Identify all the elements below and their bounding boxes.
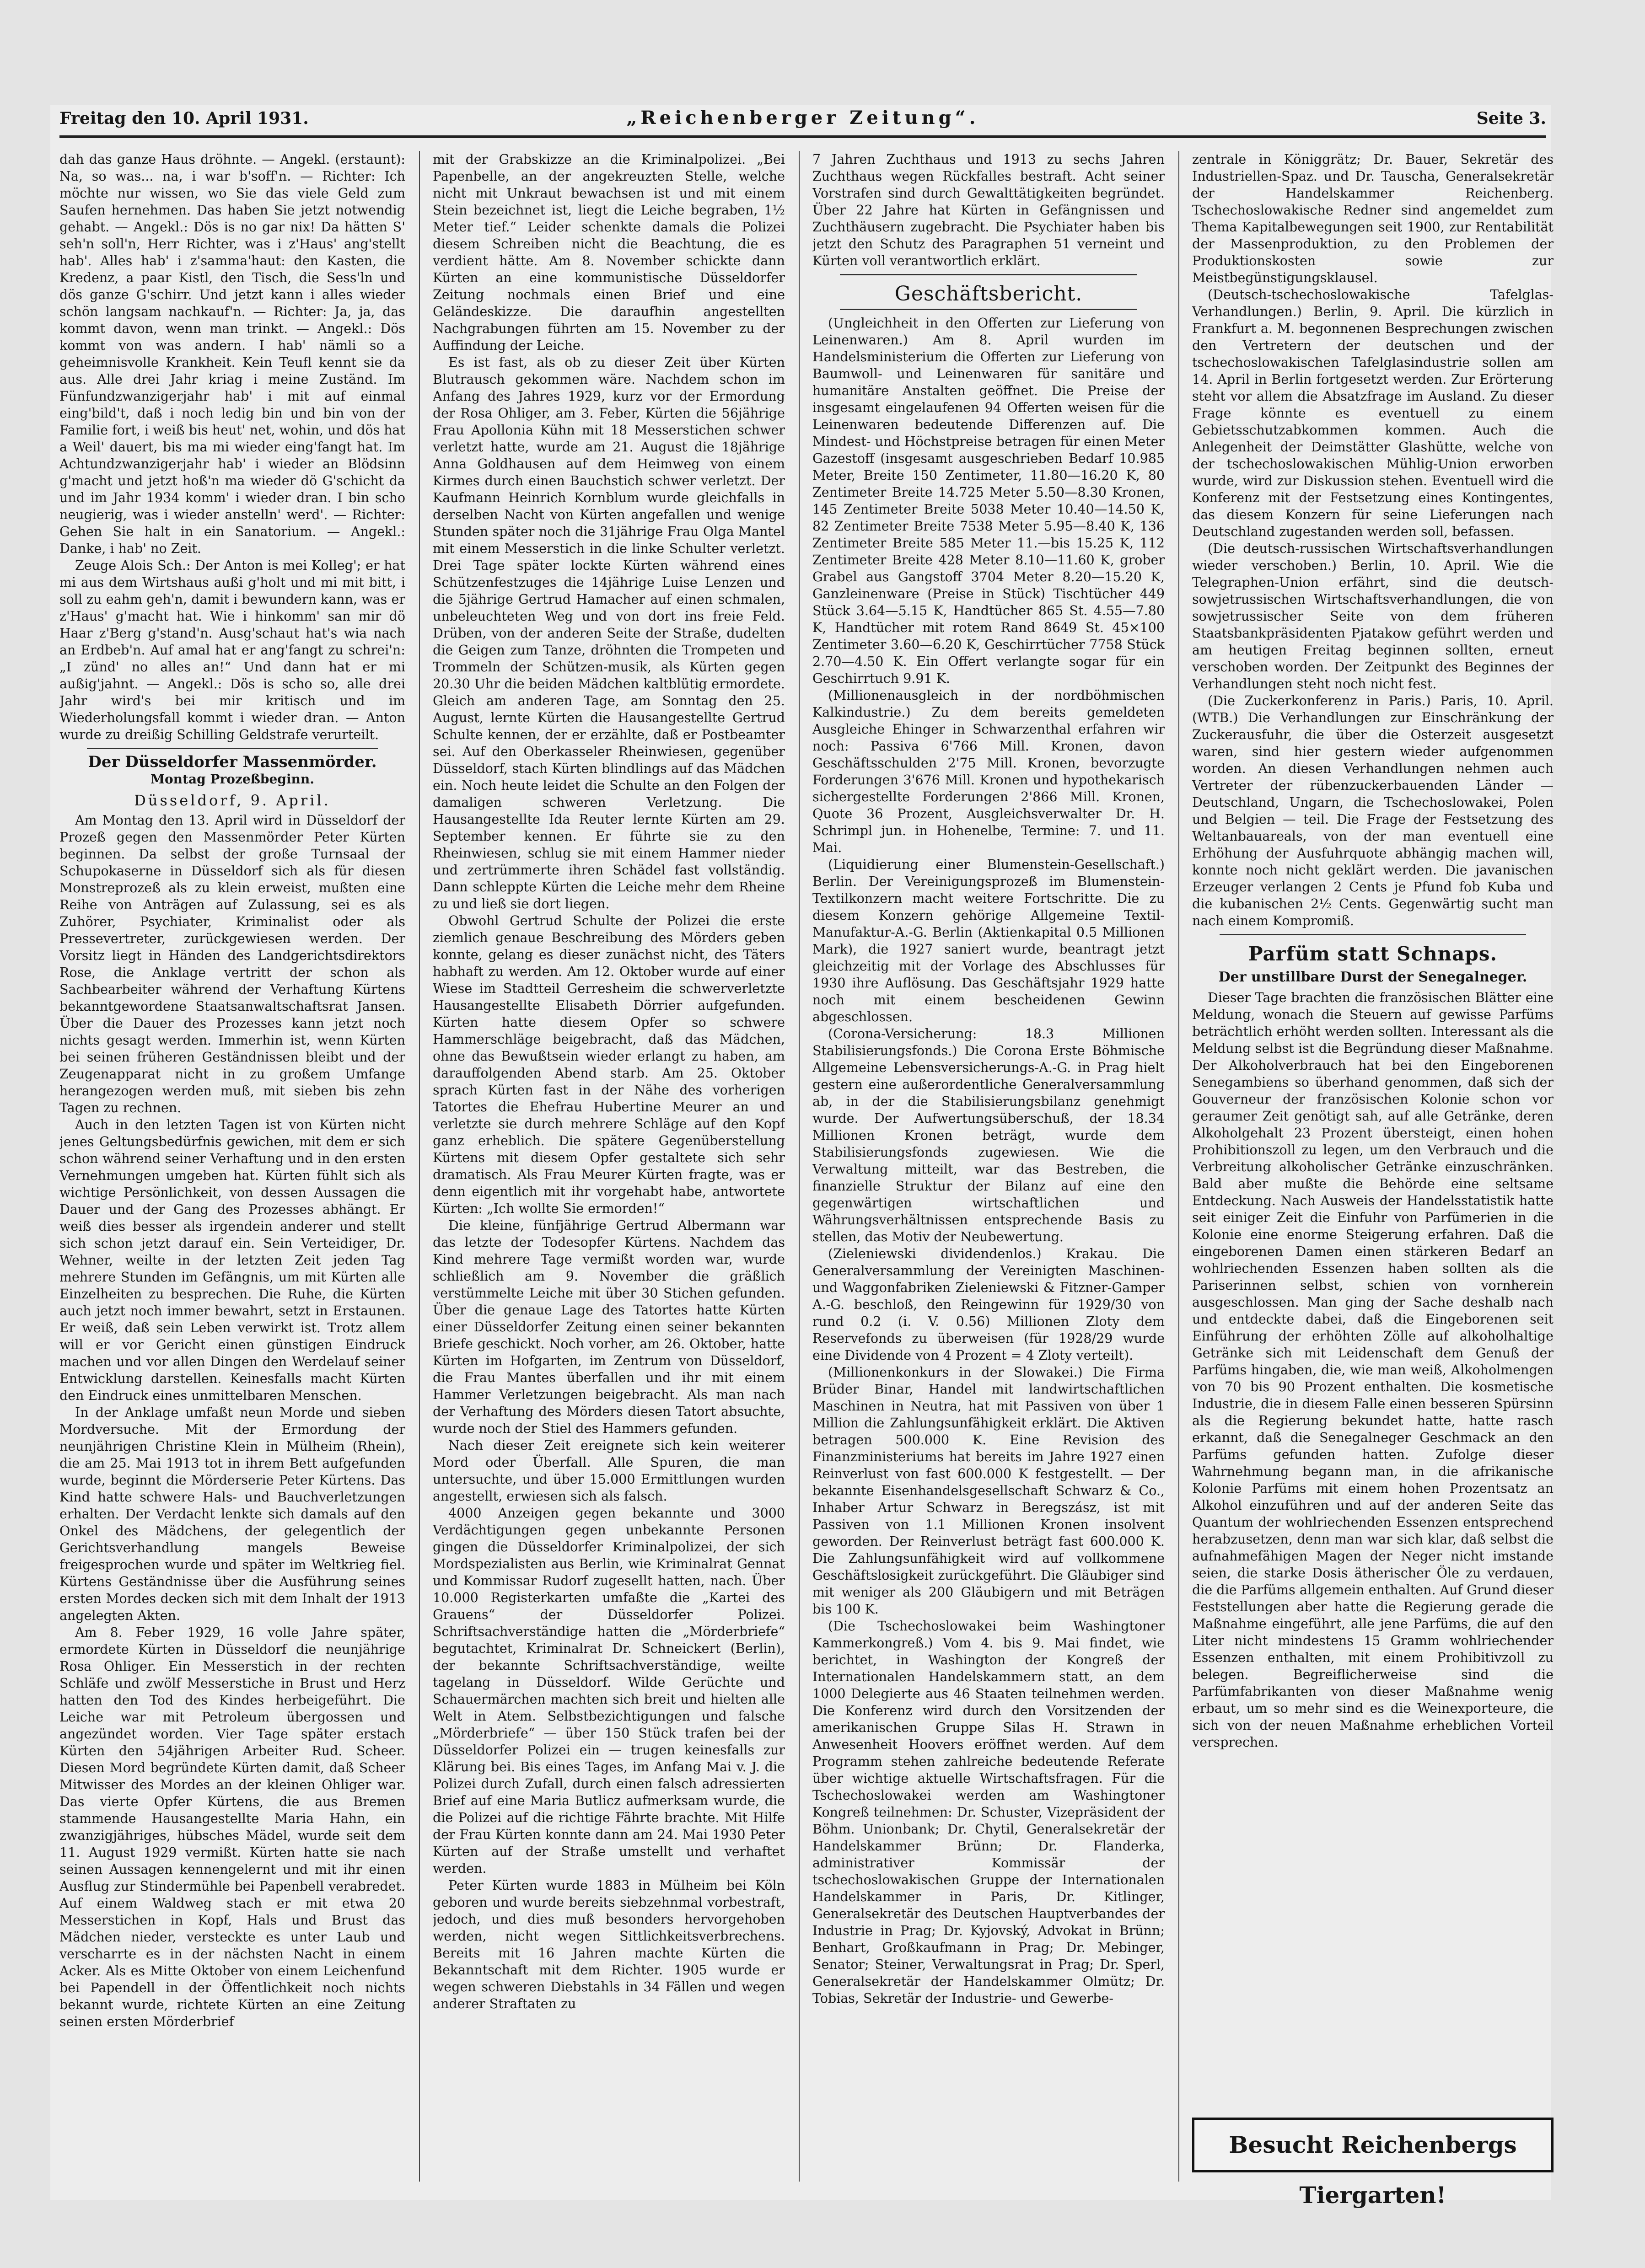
page-header — [59, 105, 1546, 137]
article-paragraph: Nach dieser Zeit ereignete sich kein weiterer Mord oder Überfall. Alle Spuren, die man untersuchte, und über 15.000 Ermittlungen wurden angestellt, erwiesen sich als falsch. — [433, 1438, 785, 1504]
article-divider — [840, 274, 1137, 275]
article-title: Parfüm statt Schnaps. — [1248, 943, 1497, 965]
business-item: (Liquidierung einer Blumenstein-Gesellschaft.) Berlin. Der Vereinigungsprozeß im Blumenstein-Textilkonzern macht weitere Fortschritte. Die zu diesem Konzern gehörige Allgemeine Textil-Manufaktur-A.-G. Berlin (Aktienkapital 0.5 Millionen Mark), die 1927 saniert wurde, beantragt jetzt gleichzeitig mit der Vorlage des Abschlusses für 1930 ihre Auflösung. Das Geschäftsjahr 1929 hatte noch mit einem bescheidenen Gewinn abgeschlossen. — [812, 857, 1165, 1024]
article-subtitle: Montag Prozeßbeginn. — [151, 772, 314, 787]
column-1 — [59, 151, 405, 2191]
business-item: (Deutsch-tschechoslowakische Tafelglas-Verhandlungen.) Berlin, 9. April. Die kürzlich in Frankfurt a. M. begonnenen Besprechungen zwischen den Vertretern der deutschen und der tschechoslowakischen Tafelglasindustrie sollen am 14. April in Berlin fortgesetzt werden. Zur Erörterung steht vor allem die Absatzfrage im Ausland. Zu dieser Frage könnte es eventuell zu einem Gebietsschutzabkommen kommen. Auch die Anlegenheit der Deimstätter Glashütte, welche von der tschechoslowakischen Mühlig-Union erworben wurde, wird zur Diskussion stehen. Eventuell wird die Konferenz mit der Festsetzung eines Kontingentes, das diesem Konzern für seine Lieferungen nach Deutschland zugestanden werden soll, befassen. — [1192, 287, 1554, 539]
business-item: (Zieleniewski dividendenlos.) Krakau. Die Generalversammlung der Vereinigten Maschinen- und Waggonfabriken Zieleniewski & Fitzner-Gamper A.-G. beschloß, den Reingewinn für 1929/30 von rund 0.2 (i. V. 0.56) Millionen Zloty dem Reservefonds zu überweisen (für 1928/29 wurde eine Dividende von 4 Prozent = 4 Zloty verteilt). — [812, 1246, 1165, 1363]
advertisement-box: Besucht Reichenbergs Tiergarten! — [1192, 2118, 1554, 2172]
article-paragraph: mit der Grabskizze an die Kriminalpolizei. „Bei Papenbelle, an der angekreuzten Stelle, welche nicht mit Unkraut bewachsen ist und mit einem Stein bezeichnet ist, liegt die Leiche begraben, 1½ Meter tief.“ Leider schenkte damals die Polizei diesem Schreiben nicht die Beachtung, die es verdient hätte. Am 8. November schickte dann Kürten an eine kommunistische Düsseldorfer Zeitung nochmals einen Brief und eine Geländeskizze. Die daraufhin angestellten Nachgrabungen führten am 15. November zu der Auffindung der Leiche. — [433, 152, 785, 353]
column-3 — [812, 151, 1165, 2191]
article-paragraph: 7 Jahren Zuchthaus und 1913 zu sechs Jahren Zuchthaus wegen Rückfalles bestraft. Acht seiner Vorstrafen sind durch Gewalttätigkeiten begründet. Über 22 Jahre hat Kürten in Gefängnissen und Zuchthäusern zugebracht. Die Psychiater haben bis jetzt den Schutz des Paragraphen 51 verneint und Kürten voll verantwortlich erklärt. — [812, 152, 1165, 268]
court-report-text: Zeuge Alois Sch.: Der Anton is mei Kolleg'; er hat mi aus dem Wirtshaus außi g'holt und mi mit bitt, i soll zu eahm geh'n, damit i bewundern kann, was er z'Haus' g'macht hat. Wie i hinkomm' san mir dö Haar z'Berg g'stand'n. Ausg'schaut hat's wia nach an Erdbeb'n. Auf amal hat er ang'fangt zu schrei'n: „I zünd' no alles an!“ Und dann hat er mi außig'jahnt. — Angekl.: Dös is scho so, alle drei Jahr wird's bei mir kritisch und im Wiederholungsfall kommt i wieder dran. — Anton wurde zu dreißig Schilling Geldstrafe verurteilt. — [59, 558, 405, 742]
article-divider — [1220, 934, 1526, 935]
article-paragraph: Es ist fast, als ob zu dieser Zeit über Kürten Blutrausch gekommen wäre. Nachdem schon im Anfang des Jahres 1929, kurz vor der Ermordung der Rosa Ohliger, am 3. Feber, Kürten die 56jährige Frau Apollonia Kühn mit 18 Messerstichen schwer verletzt hatte, wurde am 21. August die 18jährige Anna Goldhausen auf dem Heimweg von einem Kirmes durch einen Bauchstich schwer verletzt. Der Kaufmann Heinrich Kornblum wurde gleichfalls in derselben Nacht von Kürten angefallen und wenige Stunden später noch die 31jährige Frau Olga Mantel mit einem Messerstich in die linke Schulter verletzt. Drei Tage später lockte Kürten während eines Schützenfestzuges die 14jährige Luise Lenzen und die 5jährige Gertrud Hamacher auf einen schmalen, unbeleuchteten Weg und von dort ins freie Feld. Drüben, von der anderen Seite der Straße, dudelten die Geigen zum Tanze, dröhnten die Trompeten und Trommeln der Schützen-musik, als Kürten gegen 20.30 Uhr die beiden Mädchen kaltblütig ermordete. Gleich am anderen Tage, am Sonntag den 25. August, lernte Kürten die Hausangestellte Gertrud Schulte kennen, der er erzählte, daß er Postbeamter sei. Auf den Oberkasseler Rheinwiesen, gegenüber Düsseldorf, stach Kürten blindlings auf das Mädchen ein. Noch heute leidet die Schulte an den Folgen der damaligen schweren Verletzung. Die Hausangestellte Ida Reuter lernte Kürten am 29. September kennen. Er führte sie zu den Rheinwiesen, schlug sie mit einem Hammer nieder und zertrümmerte ihren Schädel fast vollständig. Dann schleppte Kürten die Leiche mehr dem Rheine zu und ließ sie dort liegen. — [433, 355, 785, 911]
column-divider — [799, 151, 800, 2182]
dateline: Düsseldorf, 9. April. — [134, 792, 331, 809]
article-paragraph: In der Anklage umfaßt neun Morde und sieben Mordversuche. Mit der Ermordung der neunjährigen Christine Klein in Mülheim (Rhein), die am 25. Mai 1913 tot in ihrem Bett aufgefunden wurde, beginnt die Mörderserie Peter Kürtens. Das Kind hatte schwere Hals- und Bauchverletzungen erhalten. Der Verdacht lenkte sich damals auf den Onkel des Mädchens, der gelegentlich der Gerichtsverhandlung mangels Beweise freigesprochen wurde und später im Weltkrieg fiel. Kürtens Geständnisse über die Ausführung seines ersten Mordes decken sich mit dem Inhalt der 1913 angelegten Akten. — [59, 1405, 405, 1623]
article-paragraph: Obwohl Gertrud Schulte der Polizei die erste ziemlich genaue Beschreibung des Mörders geben konnte, gelang es dieser zunächst nicht, des Täters habhaft zu werden. Am 12. Oktober wurde auf einer Wiese im Stadtteil Gerresheim die schwerverletzte Hausangestellte Elisabeth Dörrier aufgefunden. Kürten hatte diesem Opfer so schwere Hammerschläge beigebracht, daß das Mädchen, ohne das Bewußtsein wieder erlangt zu haben, am darauffolgenden Abend starb. Am 25. Oktober sprach Kürten fast in der Nähe des vorherigen Tatortes die Ehefrau Hubertine Meurer an und verletzte sie durch mehrere Schläge auf den Kopf ganz erheblich. Die spätere Gegenüberstellung Kürtens mit diesem Opfer gestaltete sich sehr dramatisch. Als Frau Meurer Kürten fragte, was er denn eigentlich mit ihr vorgehabt habe, antwortete Kürten: „Ich wollte Sie ermorden!“ — [433, 913, 785, 1216]
court-report-text: dah das ganze Haus dröhnte. — Angekl. (erstaunt): Na, so was... na, i war b'soff'n. — Richter: Ich möchte nur wissen, wo Sie das viele Geld zum Saufen hernehmen. Das haben Sie jetzt notwendig gehabt. — Angekl.: Dös is no gar nix! Da hätten S' seh'n soll'n, Herr Richter, was i z'Haus' ang'stellt hab'. Alles hab' i z'samma'haut: den Kasten, die Kredenz, a paar Kistl, den Tisch, die Sess'ln und dös ganze G'schirr. Und jetzt kann i alles wieder schön langsam nachkauf'n. — Richter: Ja, ja, das kommt davon, wenn man trinkt. — Angekl.: Dös kommt von was andern. I hab' nämli so a geheimnisvolle Krankheit. Kein Teufl kennt sie da aus. Alle drei Jahr kriag i meine Zuständ. Im Fünfundzwanzigerjahr hab' i mit auf einmal eing'bild't, daß i noch ledig bin und bin von der Familie fort, i weiß bis heut' net, wohin, und dös hat a Weil' dauert, bis ma mi wieder eing'fangt hat. Im Achtundzwanzigerjahr hab' i wieder an Blödsinn g'macht und jetzt hoß'n ma wieder dö G'schicht da und im Jahr 1934 komm' i wieder dran. I bin scho neugierig, was i wieder anstelln' werd'. — Richter: Gehen Sie halt in ein Sanatorium. — Angekl.: Danke, i hab' no Zeit. — [59, 152, 405, 556]
business-item: (Die Tschechoslowakei beim Washingtoner Kammerkongreß.) Vom 4. bis 9. Mai findet, wie berichtet, in Washington der Kongreß der Internationalen Handelskammern statt, an dem 1000 Delegierte aus 46 Staaten teilnehmen werden. Die Konferenz wird durch den Vorsitzenden der amerikanischen Gruppe Silas H. Strawn in Anwesenheit Hoovers eröffnet werden. Auf dem Programm stehen zahlreiche bedeutende Referate über wichtige aktuelle Wirtschaftsfragen. Für die Tschechoslowakei werden am Washingtoner Kongreß teilnehmen: Dr. Schuster, Vizepräsident der Böhm. Unionbank; Dr. Chytil, Generalsekretär der Handelskammer Brünn; Dr. Flanderka, administrativer Kommissär der tschechoslowakischen Gruppe der Internationalen Handelskammer in Paris, Dr. Kitlinger, Generalsekretär des Deutschen Hauptverbandes der Industrie in Prag; Dr. Kyjovský, Advokat in Brünn; Benhart, Großkaufmann in Prag; Dr. Mebinger, Senator; Steiner, Verwaltungsrat in Prag; Dr. Sperl, Generalsekretär der Handelskammer Olmütz; Dr. Tobias, Sekretär der Industrie- und Gewerbe- — [812, 1619, 1165, 2006]
article-paragraph: Auch in den letzten Tagen ist von Kürten nicht jenes Geltungsbedürfnis gewichen, mit dem er sich schon während seiner Verhaftung und in den ersten Vernehmungen umgeben hat. Kürten fühlt sich als wichtige Persönlichkeit, von dessen Aussagen die Dauer und der Gang des Prozesses abhängt. Er weiß dies besser als irgendein anderer und stellt sich schon jetzt darauf ein. Sein Verteidiger, Dr. Wehner, weilte in der letzten Zeit jeden Tag mehrere Stunden im Gefängnis, um mit Kürten alle Einzelheiten zu besprechen. Die Ruhe, die Kürten auch jetzt noch immer bewahrt, setzt in Erstaunen. Er weiß, daß sein Leben verwirkt ist. Trotz allem will er vor Gericht einen günstigen Eindruck machen und vor allen Dingen den Werdelauf seiner Entwicklung darstellen. Keinesfalls macht Kürten den Eindruck eines unmittelbaren Menschen. — [59, 1117, 405, 1403]
page-number: Seite 3. — [1476, 109, 1546, 128]
business-item: (Corona-Versicherung: 18.3 Millionen Stabilisierungsfonds.) Die Corona Erste Böhmische Allgemeine Lebensversicherungs-A.-G. in Prag hielt gestern eine außerordentliche Generalversammlung ab, in der die Stabilisierungsbilanz genehmigt wurde. Der Aufwertungsüberschuß, der 18.34 Millionen Kronen beträgt, wurde dem Stabilisierungsfonds zugewiesen. Wie die Verwaltung mitteilt, war das Bestreben, die finanzielle Struktur der Bilanz auf eine den gegenwärtigen wirtschaftlichen und Währungsverhältnissen entsprechende Basis zu stellen, das Motiv der Neubewertung. — [812, 1026, 1165, 1244]
article-paragraph: Die kleine, fünfjährige Gertrud Albermann war das letzte der Todesopfer Kürtens. Nachdem das Kind mehrere Tage vermißt worden war, wurde schließlich am 9. November die gräßlich verstümmelte Leiche mit über 30 Stichen gefunden. Über die genaue Lage des Tatortes hatte Kürten einer Düsseldorfer Zeitung einen seiner bekannten Briefe geschickt. Noch vorher, am 26. Oktober, hatte Kürten im Hofgarten, im Zentrum von Düsseldorf, die Frau Mantes überfallen und ihr mit einem Hammer Verletzungen beigebracht. Als man nach der Verhaftung des Mörders diesen Tatort absuchte, wurde noch der Stiel des Hammers gefunden. — [433, 1218, 785, 1436]
issue-date: Freitag den 10. April 1931. — [59, 109, 309, 128]
header-rule — [59, 135, 1546, 138]
column-divider — [1178, 151, 1179, 2182]
article-paragraph: Dieser Tage brachten die französischen Blätter eine Meldung, wonach die Steuern auf gewisse Parfüms beträchtlich erhöht werden sollten. Interessant als die Meldung selbst ist die Begründung dieser Maßnahme. Der Alkoholverbrauch hat bei den Eingeborenen Senegambiens so überhand genommen, daß sich der Gouverneur der französischen Kolonie schon vor geraumer Zeit genötigt sah, auf alle Getränke, deren Alkoholgehalt 23 Prozent übersteigt, einen hohen Prohibitionszoll zu legen, um den Verbrauch und die Verbreitung alkoholischer Getränke einzuschränken. Bald aber mußte die Behörde eine seltsame Entdeckung. Nach Ausweis der Handelsstatistik hatte seit einiger Zeit die Einfuhr von Parfümerien in die Kolonie eine enorme Steigerung erfahren. Daß die eingeborenen Damen einen stärkeren Bedarf an wohlriechenden Essenzen haben sollten als die Pariserinnen selbst, schien von vornherein ausgeschlossen. Man ging der Sache deshalb nach und entdeckte dabei, daß die Eingeborenen seit Einführung der erhöhten Zölle auf alkoholhaltige Getränke sich mit Leidenschaft dem Genuß der Parfüms hingaben, die, wie man weiß, Alkoholmengen von 70 bis 90 Prozent enthalten. Die kosmetische Industrie, die in diesem Falle einen besseren Spürsinn als die Regierung bekundet hatte, hatte rasch erkannt, daß die Senegalneger Geschmack an den Parfüms gefunden hatten. Zufolge dieser Wahrnehmung begann man, in die afrikanische Kolonie Parfüms mit einem hohen Prozentsatz an Alkohol einzuführen und auf der anderen Seite das Quantum der wohlriechenden Essenzen entsprechend herabzusetzen, denn man war sich klar, daß selbst die aufnahmefähigen Magen der Neger nicht imstande seien, die starke Dosis ätherischer Öle zu verdauen, die die Parfüms allgemein enthalten. Auf Grund dieser Feststellungen aber hatte die Regierung gerade die Maßnahme eingeführt, alle jene Parfüms, die auf den Liter nicht mindestens 15 Gramm wohlriechender Essenzen enthalten, mit einem Prohibitivzoll zu belegen. Begreiflicherweise sind die Parfümfabrikanten von dieser Maßnahme wenig erbaut, um so mehr sind es die Weinexporteure, die sich von der neuen Maßnahme erheblichen Vorteil versprechen. — [1192, 990, 1554, 1750]
newspaper-name: „Reichenberger Zeitung“. — [626, 107, 979, 129]
business-item: (Die Zuckerkonferenz in Paris.) Paris, 10. April. (WTB.) Die Verhandlungen zur Einschränkung der Zuckerausfuhr, die über die Osterzeit ausgesetzt waren, sind hier gestern wieder aufgenommen worden. An diesen Verhandlungen nehmen auch Vertreter der rübenzuckerbauenden Länder — Deutschland, Ungarn, die Tschechoslowakei, Polen und Belgien — teil. Die Frage der Festsetzung des Weltanbauareals, von der man eventuell eine Erhöhung der Ausfuhrquote abhängig machen will, konnte noch nicht geklärt werden. Die javanischen Erzeuger verlangen 2 Cents je Pfund fob Kuba und die kubanischen 2½ Cents. Gegenwärtig sucht man nach einem Kompromiß. — [1192, 693, 1554, 928]
column-2 — [433, 151, 785, 2191]
article-paragraph: Am Montag den 13. April wird in Düsseldorf der Prozeß gegen den Massenmörder Peter Kürten beginnen. Da selbst der große Turnsaal der Schupokaserne in Düsseldorf sich als für diesen Monstreprozeß als zu klein erweist, mußten eine Reihe von Anträgen auf Zulassung, sei es als Zuhörer, Psychiater, Kriminalist oder als Pressevertreter, zurückgewiesen werden. Der Vorsitz liegt in Händen des Landgerichtsdirektors Rose, die Anklage vertritt der schon als Sachbearbeiter während der Verhaftung Kürtens bekanntgewordene Staatsanwaltschaftsrat Jansen. Über die Dauer des Prozesses kann jetzt noch nichts gesagt werden. Immerhin ist, wenn Kürten bei seinen früheren Geständnissen bleibt und der Zeugenapparat nicht in zu großem Umfange herangezogen werden muß, mit sieben bis zehn Tagen zu rechnen. — [59, 813, 405, 1115]
article-title: Der Düsseldorfer Massenmörder. — [88, 753, 377, 771]
newspaper-page — [50, 105, 1554, 2209]
article-paragraph: Am 8. Feber 1929, 16 volle Jahre später, ermordete Kürten in Düsseldorf die neunjährige Rosa Ohliger. Ein Messerstich in der rechten Schläfe und zwölf Messerstiche in Brust und Herz hatten den Tod des Kindes herbeigeführt. Die Leiche war mit Petroleum übergossen und angezündet worden. Vier Tage später erstach Kürten den 54jährigen Arbeiter Rud. Scheer. Diesen Mord begründete Kürten damit, daß Scheer Mitwisser des Mordes an der kleinen Ohliger war. Das vierte Opfer Kürtens, die aus Bremen stammende Hausangestellte Maria Hahn, ein zwanzigjähriges, hübsches Mädel, wurde seit dem 11. August 1929 vermißt. Kürten hatte sie nach seinen Aussagen kennengelernt und mit ihr einen Ausflug zur Stindermühle bei Papenbell verabredet. Auf einem Waldweg stach er mit etwa 20 Messerstichen in Kopf, Hals und Brust das Mädchen nieder, versteckte es unter Laub und verscharrte es in der nächsten Nacht in einem Acker. Als es Mitte Oktober von einem Leichenfund bei Papendell in der Öffentlichkeit noch nichts bekannt wurde, richtete Kürten an eine Zeitung seinen ersten Mörderbrief — [59, 1625, 405, 2029]
column-divider — [419, 151, 420, 2182]
business-item: (Die deutsch-russischen Wirtschaftsverhandlungen wieder verschoben.) Berlin, 10. April. Wie die Telegraphen-Union erfährt, sind die deutsch-sowjetrussischen Wirtschaftsverhandlungen, die von sowjetrussischer Seite von dem früheren Staatsbankpräsidenten Pjatakow geführt werden und am heutigen Freitag beginnen sollten, erneut verschoben worden. Der Zeitpunkt des Beginnes der Verhandlungen steht noch nicht fest. — [1192, 541, 1554, 692]
article-paragraph: 4000 Anzeigen gegen bekannte und 3000 Verdächtigungen gegen unbekannte Personen gingen die Düsseldorfer Kriminalpolizei, der sich Mordspezialisten aus Berlin, wie Kriminalrat Gennat und Kommissar Rudorf zugesellt hatten, nach. Über 10.000 Registerkarten umfaßte die „Kartei des Grauens“ der Düsseldorfer Polizei. Schriftsachverständige hatten die „Mörderbriefe“ begutachtet, Kriminalrat Dr. Schneickert (Berlin), der bekannte Schriftsachverständige, weilte tagelang in Düsseldorf. Wilde Gerüchte und Schauermärchen machten sich breit und hielten alle Welt in Atem. Selbstbezichtigungen und falsche „Mörderbriefe“ — über 150 Stück trafen bei der Düsseldorfer Polizei ein — trugen keinesfalls zur Klärung bei. Bis eines Tages, im Anfang Mai v. J. die Polizei durch Zufall, durch einen falsch adressierten Brief auf eine Maria Butlicz aufmerksam wurde, die die Polizei auf die richtige Fährte brachte. Mit Hilfe der Frau Kürten konnte dann am 24. Mai 1930 Peter Kürten auf der Straße umstellt und verhaftet werden. — [433, 1506, 785, 1876]
business-item: (Millionenkonkurs in der Slowakei.) Die Firma Brüder Binar, Handel mit landwirtschaftlichen Maschinen in Neutra, hat mit Passiven von über 1 Million die Zahlungsunfähigkeit erklärt. Die Aktiven betragen 500.000 K. Eine Revision des Finanzministeriums hat bereits im Jahre 1927 einen Reinverlust von fast 600.000 K festgestellt. — Der bekannte Eisenhandelsgesellschaft Schwarz & Co., Inhaber Artur Schwarz in Beregszász, ist mit Passiven von 1.1 Millionen Kronen insolvent geworden. Der Reinverlust beträgt fast 600.000 K. Die Zahlungsunfähigkeit wird auf vollkommene Geschäftslosigkeit zurückgeführt. Die Gläubiger sind mit weniger als 200 Gläubigern und mit Beträgen bis 100 K. — [812, 1365, 1165, 1617]
business-item: zentrale in Königgrätz; Dr. Bauer, Sekretär des Industriellen-Spaz. und Dr. Tauscha, Generalsekretär der Handelskammer Reichenberg. Tschechoslowakische Redner sind angemeldet zum Thema Kapitalbewegungen seit 1900, zur Rentabilität der Massenproduktion, zu den Problemen der Produktionskosten sowie zur Meistbegünstigungsklausel. — [1192, 152, 1554, 285]
column-4 — [1192, 151, 1554, 2108]
article-divider — [840, 309, 1137, 310]
article-paragraph: Peter Kürten wurde 1883 in Mülheim bei Köln geboren und wurde bereits siebzehnmal vorbestraft, jedoch, und dies muß besonders hervorgehoben werden, nicht wegen Sittlichkeitsverbrechens. Bereits mit 16 Jahren machte Kürten die Bekanntschaft mit dem Richter. 1905 wurde er wegen schweren Diebstahls in 34 Fällen und wegen anderer Straftaten zu — [433, 1878, 785, 2011]
business-item: (Ungleichheit in den Offerten zur Lieferung von Leinenwaren.) Am 8. April wurden im Handelsministerium die Offerten zur Lieferung von Baumwoll- und Leinenwaren für sanitäre und humanitäre Anstalten geöffnet. Die Preise der insgesamt eingelaufenen 94 Offerten weisen für die Leinenwaren bedeutende Differenzen auf. Die Mindest- und Höchstpreise betragen für einen Meter Gazestoff (insgesamt ausgeschrieben Bedarf 10.985 Meter, Breite 150 Zentimeter, 11.80—16.20 K, 80 Zentimeter Breite 14.725 Meter 5.50—8.30 Kronen, 145 Zentimeter Breite 5038 Meter 10.40—14.50 K, 82 Zentimeter Breite 7538 Meter 5.95—8.40 K, 136 Zentimeter Breite 585 Meter 11.—bis 15.25 K, 112 Zentimeter Breite 428 Meter 8.10—11.60 K, grober Grabel aus Gangstoff 3704 Meter 8.20—15.20 K, Ganzleinenware (Preise in Stück) Tischtücher 449 Stück 3.64—5.15 K, Handtücher 865 St. 4.55—7.80 K, Handtücher mit rotem Rand 8649 St. 45×100 Zentimeter 3.60—6.20 K, Geschirrtücher 7758 Stück 2.70—4.50 K. Ein Offert verlangte sogar für ein Geschirrtuch 9.91 K. — [812, 316, 1165, 686]
business-item: (Millionenausgleich in der nordböhmischen Kalkindustrie.) Zu dem bereits gemeldeten Ausgleiche Ehinger in Schwarzenthal erfahren wir noch: Passiva 6'766 Mill. Kronen, davon Geschäftsschulden 2'75 Mill. Kronen, bevorzugte Forderungen 3'676 Mill. Kronen und hypothekarisch sichergestellte Forderungen 2'866 Mill. Kronen, Quote 36 Prozent, Ausgleichsverwalter Dr. H. Schrimpl jun. in Hohenelbe, Termine: 7. und 11. Mai. — [812, 688, 1165, 855]
article-divider — [87, 748, 378, 749]
article-subtitle: Der unstillbare Durst der Senegalneger. — [1218, 969, 1527, 985]
section-title: Geschäftsbericht. — [894, 282, 1083, 306]
